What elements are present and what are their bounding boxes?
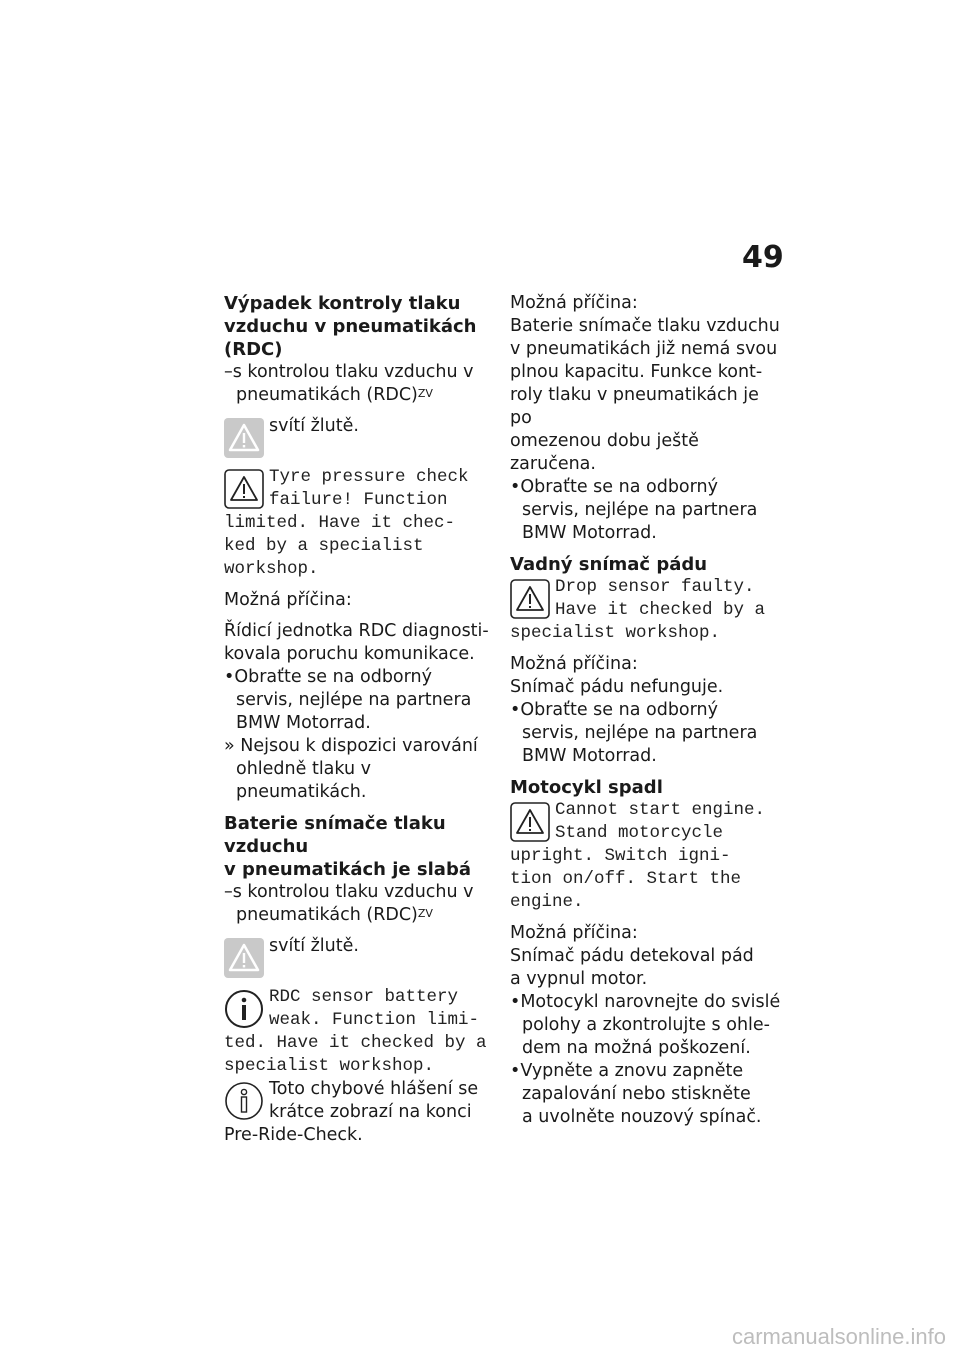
warning-yellow-icon	[224, 938, 264, 978]
bullet-ignition: •Vypněte a znovu zapněte zapalování nebo stiskněte a uvolněte nouzový spínač.	[510, 1061, 762, 1127]
info-note: Toto chybové hlášení se krátce zobrazí na konci	[224, 1078, 496, 1124]
right-column	[510, 292, 785, 1129]
warning-line-1	[224, 415, 496, 458]
page-number: 49	[742, 240, 784, 275]
left-column	[224, 292, 496, 1147]
message-motorcycle-fell: Cannot start engine. Stand motorcycle	[510, 799, 785, 845]
message-rdc-failure: Tyre pressure check failure! Function	[224, 466, 496, 512]
heading-rdc-failure: Výpadek kontroly tlaku vzduchu v pneumatikách (RDC)	[224, 293, 477, 360]
cause-text: Snímač pádu detekoval pád a vypnul motor.	[510, 946, 754, 989]
message-rdc-failure-rest: limited. Have it chec- ked by a specialist workshop.	[224, 513, 456, 579]
info-note-rest: Pre-Ride-Check.	[224, 1125, 363, 1145]
cause-label: Možná příčina:	[510, 293, 638, 313]
warning-icon	[510, 802, 550, 842]
condition-rdc: –s kontrolou tlaku vzduchu v pneumatikách (RDC)$^{ZV}$	[224, 362, 474, 405]
message-drop-sensor: Drop sensor faulty. Have it checked by a	[510, 576, 785, 622]
message-battery-weak-rest: ted. Have it checked by a specialist workshop.	[224, 1033, 487, 1076]
message-motorcycle-fell-rest: upright. Switch igni- tion on/off. Start the engine.	[510, 846, 742, 912]
warning-yellow-icon	[224, 418, 264, 458]
lights-yellow-text: svítí žlutě.	[269, 936, 359, 956]
cause-text: Baterie snímače tlaku vzduchu v pneumatikách již nemá svou plnou kapacitu. Funkce kont- roly tlaku v pneumatikách je po omezenou dobu ještě zaručena.	[510, 316, 780, 474]
condition-rdc-2: –s kontrolou tlaku vzduchu v pneumatikách (RDC)$^{ZV}$	[224, 882, 474, 925]
bullet-service: •Obraťte se na odborný servis, nejlépe na partnera BMW Motorrad.	[510, 700, 758, 766]
warning-line-2	[224, 935, 496, 978]
cause-label: Možná příčina:	[224, 590, 352, 610]
cause-label: Možná příčina:	[510, 923, 638, 943]
warning-icon	[510, 579, 550, 619]
lights-yellow-text: svítí žlutě.	[269, 416, 359, 436]
warning-icon	[224, 469, 264, 509]
cause-text: Snímač pádu nefunguje.	[510, 677, 724, 697]
bullet-service: •Obraťte se na odborný servis, nejlépe na partnera BMW Motorrad.	[510, 477, 758, 543]
heading-battery-weak: Baterie snímače tlaku vzduchu v pneumatikách je slabá	[224, 813, 471, 880]
heading-motorcycle-fell: Motocykl spadl	[510, 777, 663, 798]
bullet-service: •Obraťte se na odborný servis, nejlépe na partnera BMW Motorrad.	[224, 667, 472, 733]
watermark: carmanualsonline.info	[731, 1324, 946, 1349]
heading-drop-sensor: Vadný snímač pádu	[510, 554, 708, 575]
message-battery-weak: RDC sensor battery weak. Function limi-	[224, 986, 496, 1032]
info-outline-icon	[224, 1081, 264, 1121]
cause-text: Řídicí jednotka RDC diagnosti- kovala poruchu komunikace.	[224, 621, 489, 664]
bullet-upright: •Motocykl narovnejte do svislé polohy a zkontrolujte s ohle- dem na možná poškození.	[510, 992, 781, 1058]
result-no-warnings: » Nejsou k dispozici varování ohledně tlaku v pneumatikách.	[224, 736, 478, 802]
message-drop-sensor-rest: specialist workshop.	[510, 623, 721, 643]
info-icon	[224, 989, 264, 1029]
cause-label: Možná příčina:	[510, 654, 638, 674]
